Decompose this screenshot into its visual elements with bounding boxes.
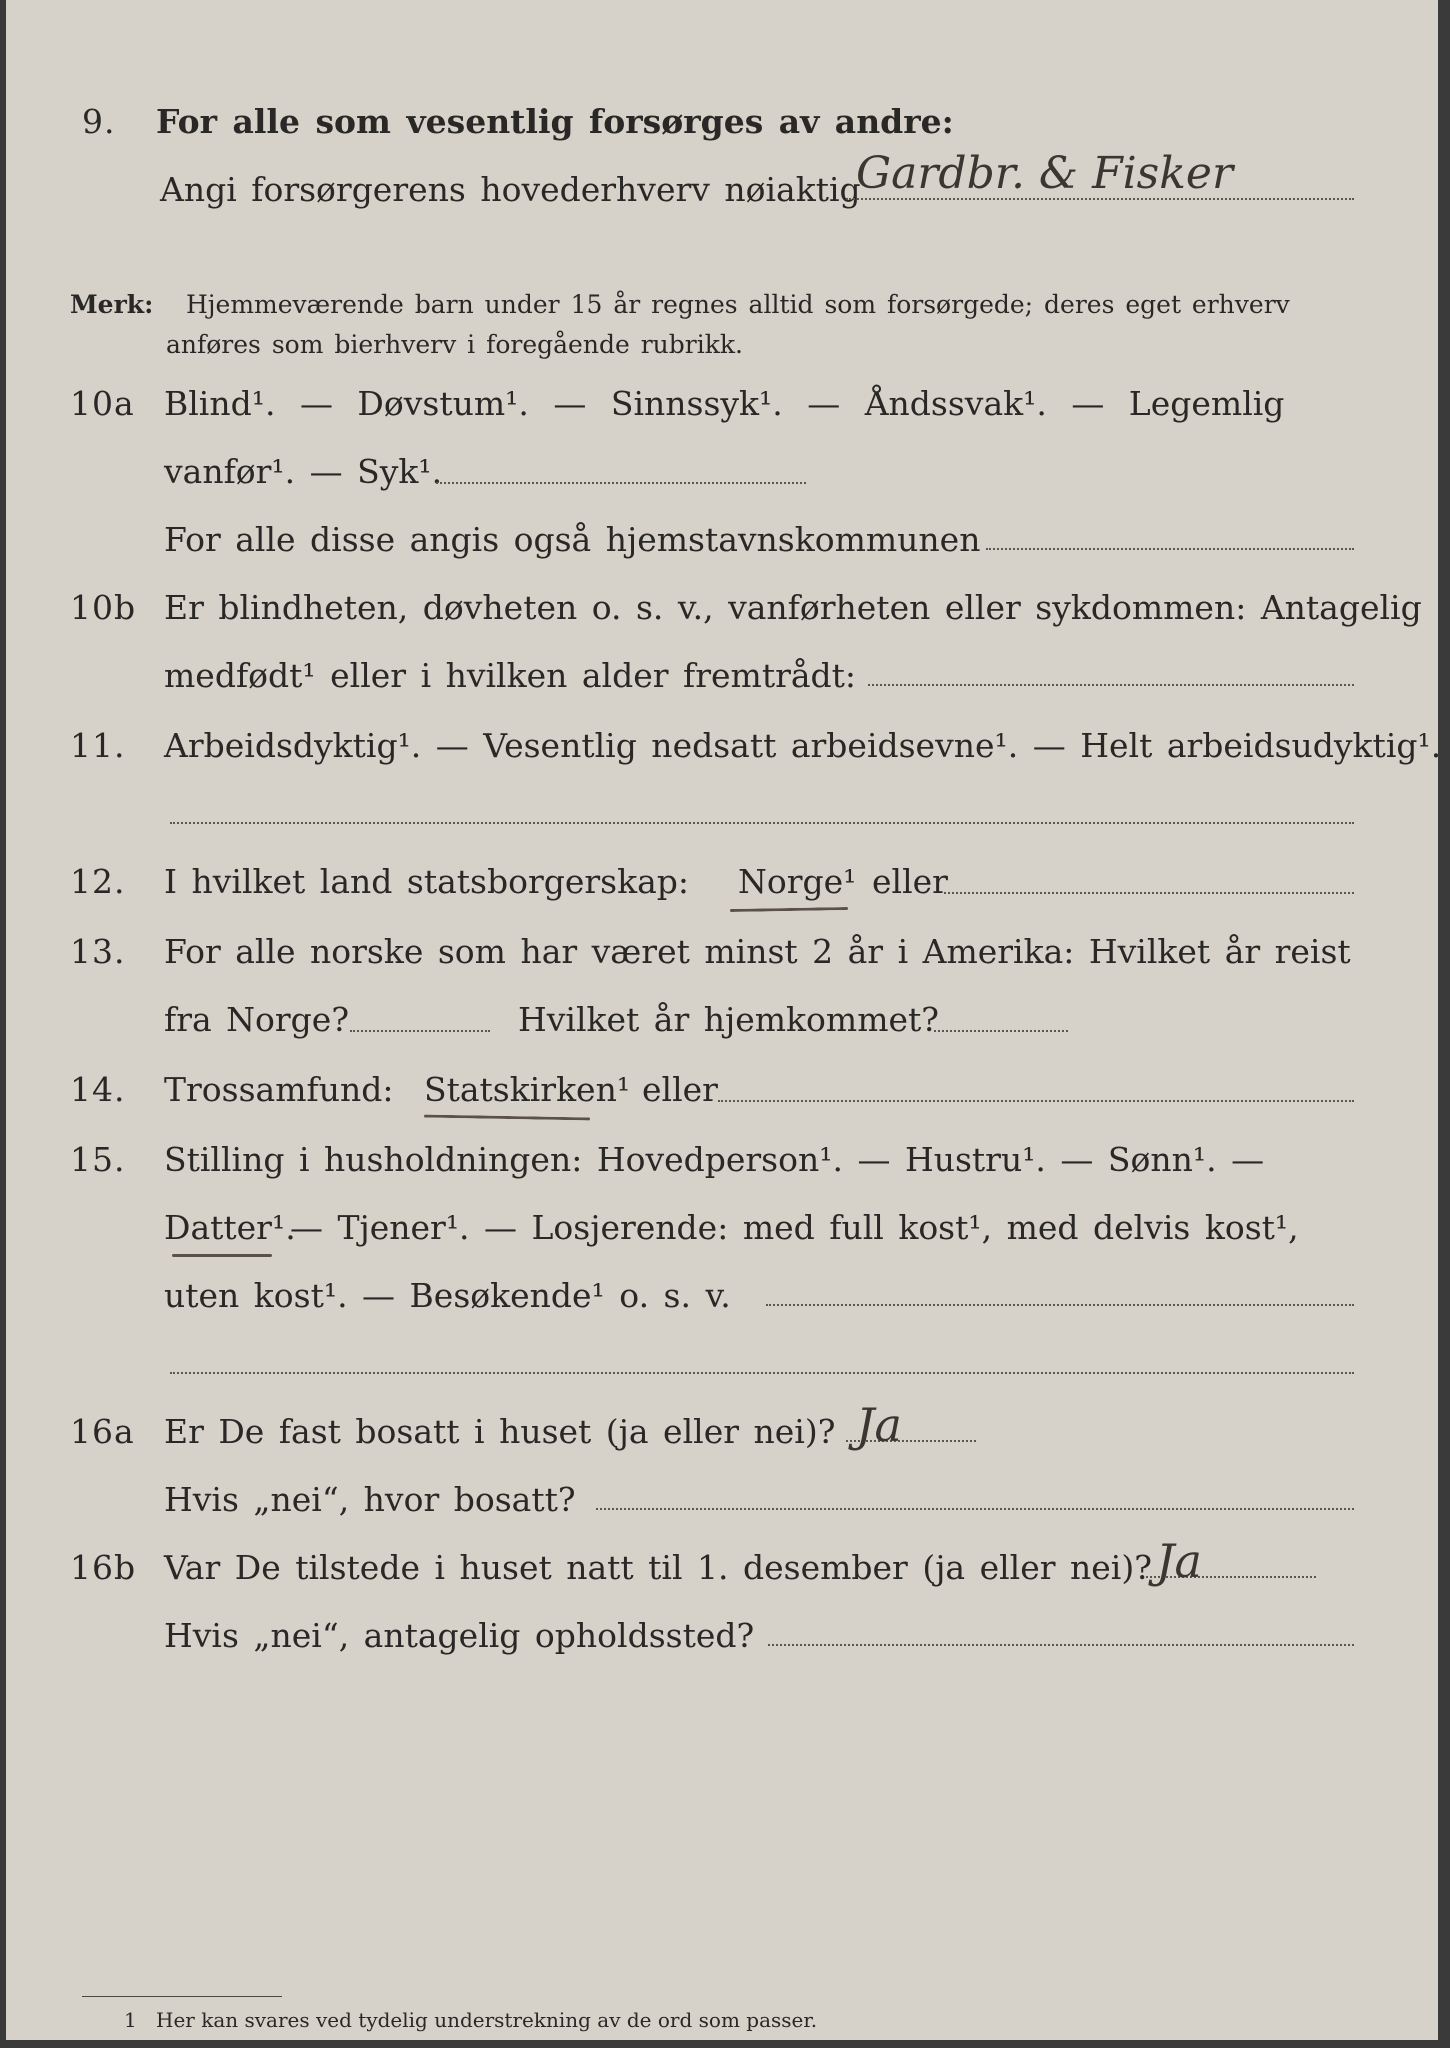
q16a-number: 16a bbox=[70, 1412, 135, 1451]
q16b-line-1: Var De tilstede i huset natt til 1. desember (ja eller nei)? bbox=[164, 1548, 1152, 1587]
q16a-blank bbox=[596, 1508, 1354, 1510]
q15-number: 15. bbox=[70, 1140, 126, 1179]
q14-underline-mark bbox=[424, 1115, 590, 1121]
q9-prompt: Angi forsørgerens hovederhverv nøiaktig bbox=[160, 170, 861, 209]
q9-number: 9. bbox=[82, 102, 116, 141]
q15-extra-blank bbox=[170, 1372, 1354, 1374]
q16b-number: 16b bbox=[70, 1548, 137, 1587]
q13-number: 13. bbox=[70, 932, 126, 971]
q15-line-1: Stilling i husholdningen: Hovedperson¹. — Hustru¹. — Sønn¹. — bbox=[164, 1140, 1265, 1179]
q14-option-statskirken: Statskirken¹ bbox=[424, 1070, 631, 1109]
q12-tail: eller bbox=[872, 862, 948, 901]
q13-year-left-blank bbox=[350, 1030, 490, 1032]
q14-number: 14. bbox=[70, 1070, 126, 1109]
q16a-handwritten-answer: Ja bbox=[856, 1398, 902, 1452]
q10a-line-2: vanfør¹. — Syk¹. bbox=[164, 452, 443, 491]
q10b-blank bbox=[868, 684, 1354, 686]
q13-line-1: For alle norske som har været minst 2 år i Amerika: Hvilket år reist bbox=[164, 932, 1351, 971]
census-form-page bbox=[6, 0, 1442, 2040]
footnote-text: Her kan svares ved tydelig understrekning av de ord som passer. bbox=[156, 2008, 818, 2032]
q15-line-2: — Tjener¹. — Losjerende: med full kost¹, med delvis kost¹, bbox=[290, 1208, 1299, 1247]
note-label: Merk: bbox=[70, 290, 154, 319]
footnote-rule bbox=[82, 1996, 282, 1997]
q10b-line-1: Er blindheten, døvheten o. s. v., vanførheten eller sykdommen: Antagelig bbox=[164, 588, 1422, 627]
q14-blank bbox=[718, 1100, 1354, 1102]
q9-handwritten-answer: Gardbr. & Fisker bbox=[856, 148, 1233, 199]
q10b-number: 10b bbox=[70, 588, 137, 627]
q11-number: 11. bbox=[70, 726, 126, 765]
note-line-2: anføres som bierhverv i foregående rubrikk. bbox=[166, 330, 743, 359]
q12-blank bbox=[944, 892, 1354, 894]
footnote-mark: 1 bbox=[124, 2008, 137, 2032]
q15-underline-mark bbox=[172, 1254, 272, 1257]
q10b-line-2: medfødt¹ eller i hvilken alder fremtrådt: bbox=[164, 656, 857, 695]
q10a-line-3-blank bbox=[986, 548, 1354, 550]
q15-line-3-blank bbox=[766, 1304, 1354, 1306]
q12-prompt: I hvilket land statsborgerskap: bbox=[164, 862, 690, 901]
q15-line-3: uten kost¹. — Besøkende¹ o. s. v. bbox=[164, 1276, 731, 1315]
q16b-blank bbox=[768, 1644, 1354, 1646]
q14-label: Trossamfund: bbox=[164, 1070, 394, 1109]
q11-blank bbox=[170, 822, 1354, 824]
q10a-number: 10a bbox=[70, 384, 135, 423]
q9-heading: For alle som vesentlig forsørges av andre: bbox=[156, 102, 954, 141]
q13-year-returned-blank bbox=[934, 1030, 1068, 1032]
q12-underline-mark bbox=[730, 907, 848, 912]
q10a-line-1: Blind¹. — Døvstum¹. — Sinnssyk¹. — Åndssvak¹. — Legemlig bbox=[164, 384, 1285, 423]
q16b-handwritten-answer: Ja bbox=[1156, 1534, 1202, 1588]
q13-line-2a: fra Norge? bbox=[164, 1000, 350, 1039]
note-line-1: Hjemmeværende barn under 15 år regnes alltid som forsørgede; deres eget erhverv bbox=[186, 290, 1290, 319]
q15-option-datter: Datter¹. bbox=[164, 1208, 296, 1247]
q11-line-1: Arbeidsdyktig¹. — Vesentlig nedsatt arbeidsevne¹. — Helt arbeidsudyktig¹. bbox=[164, 726, 1442, 765]
q16b-line-2: Hvis „nei“, antagelig opholdssted? bbox=[164, 1616, 755, 1655]
q10a-line-2-blank bbox=[436, 482, 806, 484]
q12-option-norge: Norge¹ bbox=[738, 862, 857, 901]
q10a-line-3: For alle disse angis også hjemstavnskommunen bbox=[164, 520, 981, 559]
q13-line-2b: Hvilket år hjemkommet? bbox=[518, 1000, 939, 1039]
q16a-line-1: Er De fast bosatt i huset (ja eller nei)? bbox=[164, 1412, 836, 1451]
q12-number: 12. bbox=[70, 862, 126, 901]
q16a-line-2: Hvis „nei“, hvor bosatt? bbox=[164, 1480, 576, 1519]
q14-tail: eller bbox=[642, 1070, 718, 1109]
